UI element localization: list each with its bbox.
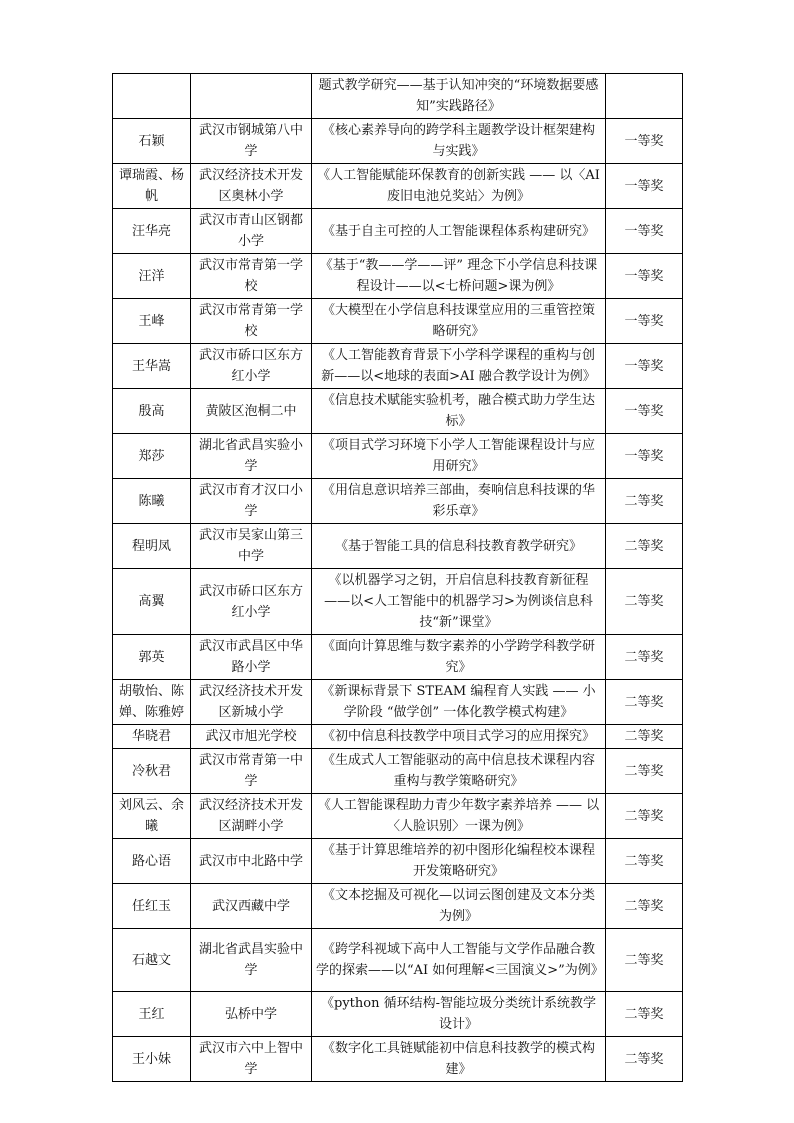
table-row <box>113 119 683 164</box>
author-name: 殷高 <box>113 389 191 434</box>
school-name: 武汉市钢城第八中学 <box>191 119 312 164</box>
table-row <box>113 749 683 794</box>
school-name: 武汉市硚口区东方红小学 <box>191 569 312 635</box>
school-name: 武汉经济技术开发区奥林小学 <box>191 164 312 209</box>
author-name: 陈曦 <box>113 479 191 524</box>
author-name: 王峰 <box>113 299 191 344</box>
table-row <box>113 635 683 680</box>
paper-title: 《人工智能教育背景下小学科学课程的重构与创新——以<地球的表面>AI 融合教学设计为例》 <box>312 344 606 389</box>
table-row <box>113 389 683 434</box>
paper-title: 《新课标背景下 STEAM 编程育人实践 —— 小学阶段 “做学创” 一体化教学模式构建》 <box>312 680 606 725</box>
author-name: 华晓君 <box>113 725 191 749</box>
table-row <box>113 884 683 929</box>
author-name: 冷秋君 <box>113 749 191 794</box>
paper-title: 《人工智能课程助力青少年数字素养培养 —— 以〈人脸识别〉一课为例》 <box>312 794 606 839</box>
paper-title: 《文本挖掘及可视化—以词云图创建及文本分类为例》 <box>312 884 606 929</box>
school-name: 武汉市常青第一学校 <box>191 299 312 344</box>
author-name: 王红 <box>113 992 191 1037</box>
author-name: 汪洋 <box>113 254 191 299</box>
award-level: 二等奖 <box>606 749 683 794</box>
school-name <box>191 74 312 119</box>
author-name: 刘风云、余曦 <box>113 794 191 839</box>
paper-title: 《核心素养导向的跨学科主题教学设计框架建构与实践》 <box>312 119 606 164</box>
author-name <box>113 74 191 119</box>
paper-title: 《大模型在小学信息科技课堂应用的三重管控策略研究》 <box>312 299 606 344</box>
paper-title: 《数字化工具链赋能初中信息科技教学的模式构建》 <box>312 1037 606 1082</box>
paper-title: 《初中信息科技教学中项目式学习的应用探究》 <box>312 725 606 749</box>
author-name: 路心语 <box>113 839 191 884</box>
table-row <box>113 164 683 209</box>
school-name: 武汉市常青第一中学 <box>191 749 312 794</box>
table-row <box>113 839 683 884</box>
award-level: 二等奖 <box>606 680 683 725</box>
award-level: 一等奖 <box>606 119 683 164</box>
author-name: 石越文 <box>113 929 191 992</box>
award-level: 二等奖 <box>606 569 683 635</box>
school-name: 武汉市硚口区东方红小学 <box>191 344 312 389</box>
paper-title: 《以机器学习之钥，开启信息科技教育新征程——以<人工智能中的机器学习>为例谈信息科技“新”课堂》 <box>312 569 606 635</box>
school-name: 弘桥中学 <box>191 992 312 1037</box>
table-row <box>113 1037 683 1082</box>
award-level: 二等奖 <box>606 884 683 929</box>
table-row <box>113 344 683 389</box>
author-name: 王小妹 <box>113 1037 191 1082</box>
award-level: 一等奖 <box>606 164 683 209</box>
award-level: 一等奖 <box>606 299 683 344</box>
award-level: 二等奖 <box>606 929 683 992</box>
award-level: 一等奖 <box>606 344 683 389</box>
author-name: 郑莎 <box>113 434 191 479</box>
table-row <box>113 74 683 119</box>
school-name: 武汉市青山区钢都小学 <box>191 209 312 254</box>
award-level: 二等奖 <box>606 524 683 569</box>
paper-title: 题式教学研究——基于认知冲突的“环境数据要感知”实践路径》 <box>312 74 606 119</box>
school-name: 武汉经济技术开发区湖畔小学 <box>191 794 312 839</box>
paper-title: 《基于自主可控的人工智能课程体系构建研究》 <box>312 209 606 254</box>
awards-table <box>112 73 683 1082</box>
school-name: 武汉市吴家山第三中学 <box>191 524 312 569</box>
award-level: 二等奖 <box>606 635 683 680</box>
author-name: 谭瑞霞、杨帆 <box>113 164 191 209</box>
paper-title: 《基于“教——学——评” 理念下小学信息科技课程设计——以<七桥问题>课为例》 <box>312 254 606 299</box>
school-name: 武汉经济技术开发区新城小学 <box>191 680 312 725</box>
table-row <box>113 569 683 635</box>
awards-table-body <box>113 74 683 1082</box>
table-row <box>113 929 683 992</box>
school-name: 湖北省武昌实验小学 <box>191 434 312 479</box>
school-name: 武汉市旭光学校 <box>191 725 312 749</box>
award-level <box>606 74 683 119</box>
paper-title: 《基于智能工具的信息科技教育教学研究》 <box>312 524 606 569</box>
award-level: 一等奖 <box>606 209 683 254</box>
table-row <box>113 254 683 299</box>
award-level: 二等奖 <box>606 992 683 1037</box>
award-level: 一等奖 <box>606 389 683 434</box>
table-row <box>113 299 683 344</box>
paper-title: 《用信息意识培养三部曲，奏响信息科技课的华彩乐章》 <box>312 479 606 524</box>
table-row <box>113 479 683 524</box>
author-name: 汪华亮 <box>113 209 191 254</box>
paper-title: 《信息技术赋能实验机考，融合模式助力学生达标》 <box>312 389 606 434</box>
paper-title: 《python 循环结构-智能垃圾分类统计系统教学设计》 <box>312 992 606 1037</box>
paper-title: 《生成式人工智能驱动的高中信息技术课程内容重构与教学策略研究》 <box>312 749 606 794</box>
author-name: 石颖 <box>113 119 191 164</box>
award-level: 一等奖 <box>606 434 683 479</box>
school-name: 武汉西藏中学 <box>191 884 312 929</box>
school-name: 湖北省武昌实验中学 <box>191 929 312 992</box>
school-name: 武汉市武昌区中华路小学 <box>191 635 312 680</box>
paper-title: 《人工智能赋能环保教育的创新实践 —— 以〈AI 废旧电池兑奖站〉为例》 <box>312 164 606 209</box>
author-name: 王华嵩 <box>113 344 191 389</box>
table-row <box>113 524 683 569</box>
paper-title: 《基于计算思维培养的初中图形化编程校本课程开发策略研究》 <box>312 839 606 884</box>
award-level: 二等奖 <box>606 1037 683 1082</box>
author-name: 胡敬怡、陈婵、陈雅婷 <box>113 680 191 725</box>
award-level: 二等奖 <box>606 794 683 839</box>
award-level: 二等奖 <box>606 479 683 524</box>
award-level: 二等奖 <box>606 725 683 749</box>
award-level: 一等奖 <box>606 254 683 299</box>
school-name: 黄陂区泡桐二中 <box>191 389 312 434</box>
author-name: 郭英 <box>113 635 191 680</box>
table-row <box>113 434 683 479</box>
paper-title: 《跨学科视域下高中人工智能与文学作品融合教学的探索——以“AI 如何理解<三国演义>”为例》 <box>312 929 606 992</box>
school-name: 武汉市中北路中学 <box>191 839 312 884</box>
table-row <box>113 209 683 254</box>
table-row <box>113 680 683 725</box>
table-row <box>113 794 683 839</box>
school-name: 武汉市育才汉口小学 <box>191 479 312 524</box>
paper-title: 《项目式学习环境下小学人工智能课程设计与应用研究》 <box>312 434 606 479</box>
school-name: 武汉市六中上智中学 <box>191 1037 312 1082</box>
table-row <box>113 992 683 1037</box>
paper-title: 《面向计算思维与数字素养的小学跨学科教学研究》 <box>312 635 606 680</box>
author-name: 任红玉 <box>113 884 191 929</box>
author-name: 程明凤 <box>113 524 191 569</box>
author-name: 高翼 <box>113 569 191 635</box>
school-name: 武汉市常青第一学校 <box>191 254 312 299</box>
table-row <box>113 725 683 749</box>
award-level: 二等奖 <box>606 839 683 884</box>
